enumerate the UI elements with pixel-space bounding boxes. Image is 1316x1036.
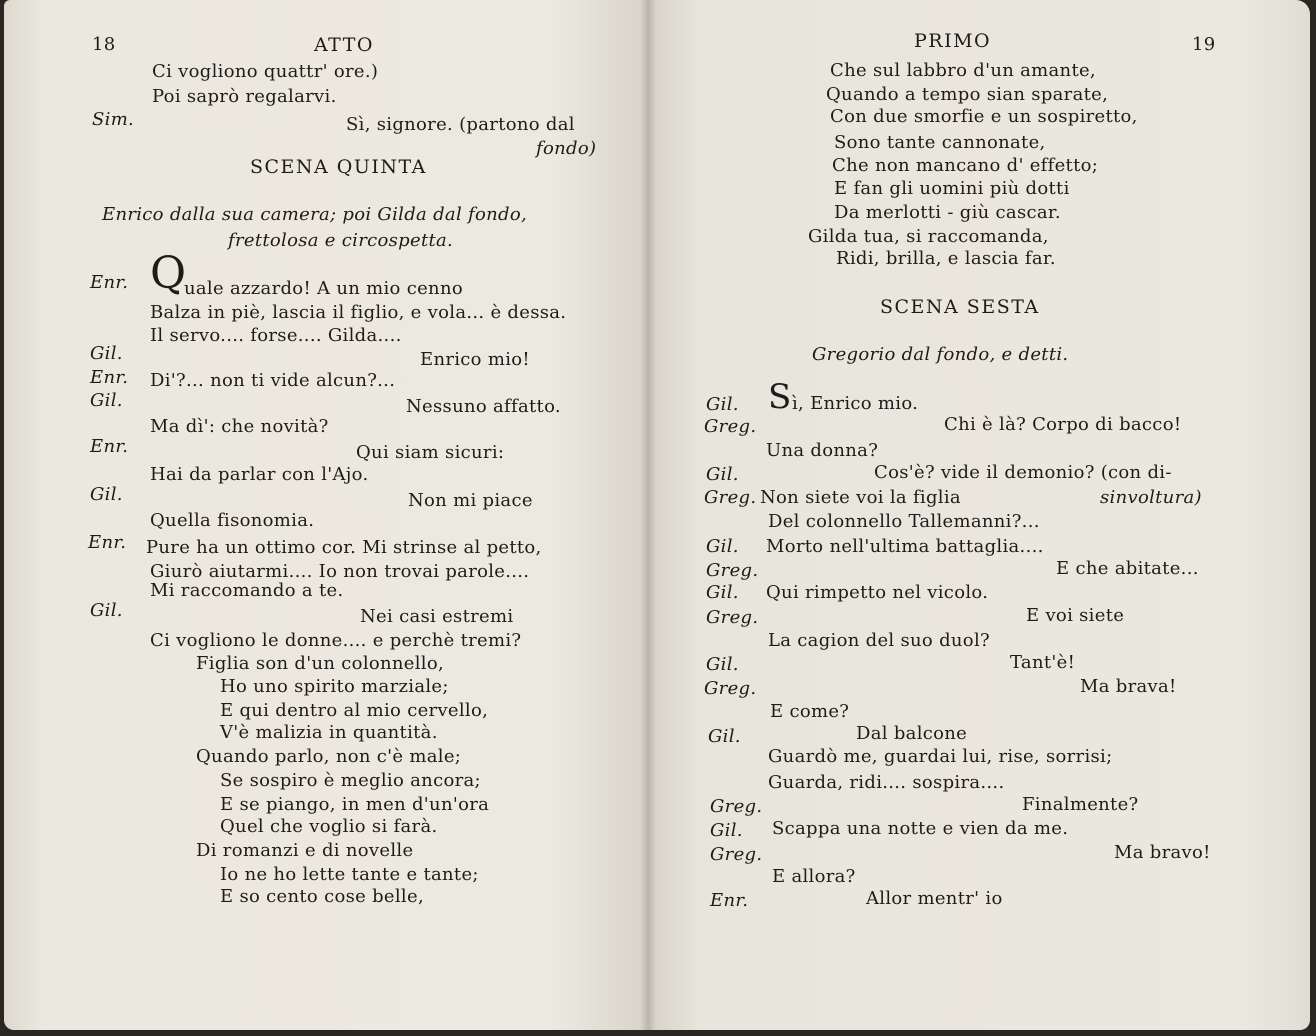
verse-line: Cos'è? vide il demonio? (con di- [874, 462, 1172, 483]
verse-line: La cagion del suo duol? [768, 630, 990, 651]
verse-line: Quando parlo, non c'è male; [196, 746, 462, 767]
speaker: Gil. [90, 484, 123, 505]
verse-line: Ho uno spirito marziale; [220, 676, 449, 697]
verse-line: uale azzardo! A un mio cenno [184, 278, 463, 299]
speaker: Gil. [706, 582, 739, 603]
running-head: PRIMO [914, 30, 992, 52]
speaker: Enr. [90, 272, 129, 293]
verse-line: Che non mancano d' effetto; [832, 155, 1099, 176]
drop-cap: S [768, 377, 792, 417]
speaker: Greg. [704, 678, 757, 699]
verse-line: Poi saprò regalarvi. [152, 86, 337, 107]
book-gutter [640, 0, 656, 1030]
verse-line: Sono tante cannonate, [834, 132, 1046, 153]
verse-line: Qui rimpetto nel vicolo. [766, 582, 989, 603]
speaker: Enr. [90, 367, 129, 388]
verse-line: E che abitate... [1056, 558, 1199, 579]
speaker: Greg. [706, 607, 759, 628]
left-page [4, 0, 648, 1030]
verse-line: Quella fisonomia. [150, 510, 315, 531]
speaker: Greg. [704, 416, 757, 437]
scene-heading: SCENA QUINTA [250, 156, 427, 178]
speaker: Gil. [706, 394, 739, 415]
speaker: Gil. [710, 820, 743, 841]
speaker: Gil. [706, 654, 739, 675]
stage-direction: sinvoltura) [1100, 487, 1202, 508]
speaker: Gil. [706, 464, 739, 485]
scene-direction: Enrico dalla sua camera; poi Gilda dal fondo, [102, 204, 528, 225]
verse-line: Di romanzi e di novelle [196, 840, 414, 861]
verse-line: Il servo.... forse.... Gilda.... [150, 325, 402, 346]
verse-line: E fan gli uomini più dotti [834, 178, 1070, 199]
speaker: Gil. [90, 343, 123, 364]
verse-line: Scappa una notte e vien da me. [772, 818, 1069, 839]
verse-line: Di'?... non ti vide alcun?... [150, 370, 396, 391]
verse-line: Io ne ho lette tante e tante; [220, 864, 479, 885]
verse-line: Ma dì': che novità? [150, 416, 329, 437]
speaker: Gil. [90, 390, 123, 411]
speaker: Gil. [706, 536, 739, 557]
verse-line: Ma bravo! [1114, 842, 1211, 863]
speaker: Greg. [710, 844, 763, 865]
speaker: Enr. [90, 436, 129, 457]
verse-line: Tant'è! [1010, 652, 1076, 673]
verse-line: Mi raccomando a te. [150, 580, 344, 601]
verse-line: Nessuno affatto. [406, 396, 561, 417]
verse-line: Che sul labbro d'un amante, [830, 60, 1096, 81]
right-page [648, 0, 1310, 1030]
verse-line: ì, Enrico mio. [792, 393, 919, 414]
speaker: Gil. [90, 600, 123, 621]
speaker: Enr. [710, 890, 749, 911]
verse-line: Guardò me, guardai lui, rise, sorrisi; [768, 746, 1113, 767]
verse-line: Quando a tempo sian sparate, [826, 84, 1109, 105]
verse-line: Figlia son d'un colonnello, [196, 653, 445, 674]
verse-line: Con due smorfie e un sospiretto, [830, 106, 1138, 127]
scene-direction: frettolosa e circospetta. [228, 230, 454, 251]
verse-line: Se sospiro è meglio ancora; [220, 770, 481, 791]
verse-line: E come? [770, 701, 850, 722]
verse-line: Gilda tua, si raccomanda, [808, 226, 1049, 247]
scene-direction: Gregorio dal fondo, e detti. [812, 344, 1069, 365]
verse-line: Allor mentr' io [866, 888, 1003, 909]
verse-line: E so cento cose belle, [220, 886, 424, 907]
verse-line: E allora? [772, 866, 856, 887]
verse-line: Ma brava! [1080, 676, 1177, 697]
running-head: ATTO [314, 34, 374, 56]
speaker: Gil. [708, 726, 741, 747]
verse-line: E se piango, in men d'un'ora [220, 794, 490, 815]
verse-line: E qui dentro al mio cervello, [220, 700, 489, 721]
verse-line: Pure ha un ottimo cor. Mi strinse al petto, [146, 537, 542, 558]
speaker: Greg. [710, 796, 763, 817]
drop-cap: Q [150, 248, 187, 299]
verse-line: Giurò aiutarmi.... Io non trovai parole.... [150, 561, 530, 582]
verse-line: Da merlotti - giù cascar. [834, 202, 1061, 223]
verse-line: E voi siete [1026, 605, 1125, 626]
verse-line: Chi è là? Corpo di bacco! [944, 414, 1182, 435]
verse-line: Del colonnello Tallemanni?... [768, 511, 1040, 532]
verse-line: Ci vogliono le donne.... e perchè tremi? [150, 630, 522, 651]
verse-line: V'è malizia in quantità. [220, 722, 438, 743]
verse-line: Ridi, brilla, e lascia far. [836, 248, 1056, 269]
verse-line: Non siete voi la figlia [760, 487, 961, 508]
verse-line: Hai da parlar con l'Ajo. [150, 464, 369, 485]
scene-heading: SCENA SESTA [880, 296, 1040, 318]
verse-line: Enrico mio! [420, 349, 530, 370]
verse-line: Balza in piè, lascia il figlio, e vola... è dessa. [150, 302, 567, 323]
stage-direction: fondo) [536, 138, 597, 159]
verse-line: Nei casi estremi [360, 606, 514, 627]
speaker: Sim. [92, 109, 135, 130]
verse-line: Dal balcone [856, 723, 968, 744]
page-number: 18 [92, 34, 116, 55]
verse-line: Quel che voglio si farà. [220, 816, 438, 837]
speaker: Greg. [704, 487, 757, 508]
verse-line: Finalmente? [1022, 794, 1139, 815]
verse-line: Guarda, ridi.... sospira.... [768, 772, 1005, 793]
speaker: Enr. [88, 532, 127, 553]
speaker: Greg. [706, 560, 759, 581]
stage-direction: Sì, signore. (partono dal [346, 114, 575, 135]
verse-line: Non mi piace [408, 490, 533, 511]
page-number: 19 [1192, 34, 1216, 55]
verse-line: Morto nell'ultima battaglia.... [766, 536, 1044, 557]
verse-line: Ci vogliono quattr' ore.) [152, 61, 379, 82]
verse-line: Qui siam sicuri: [356, 442, 505, 463]
verse-line: Una donna? [766, 440, 879, 461]
